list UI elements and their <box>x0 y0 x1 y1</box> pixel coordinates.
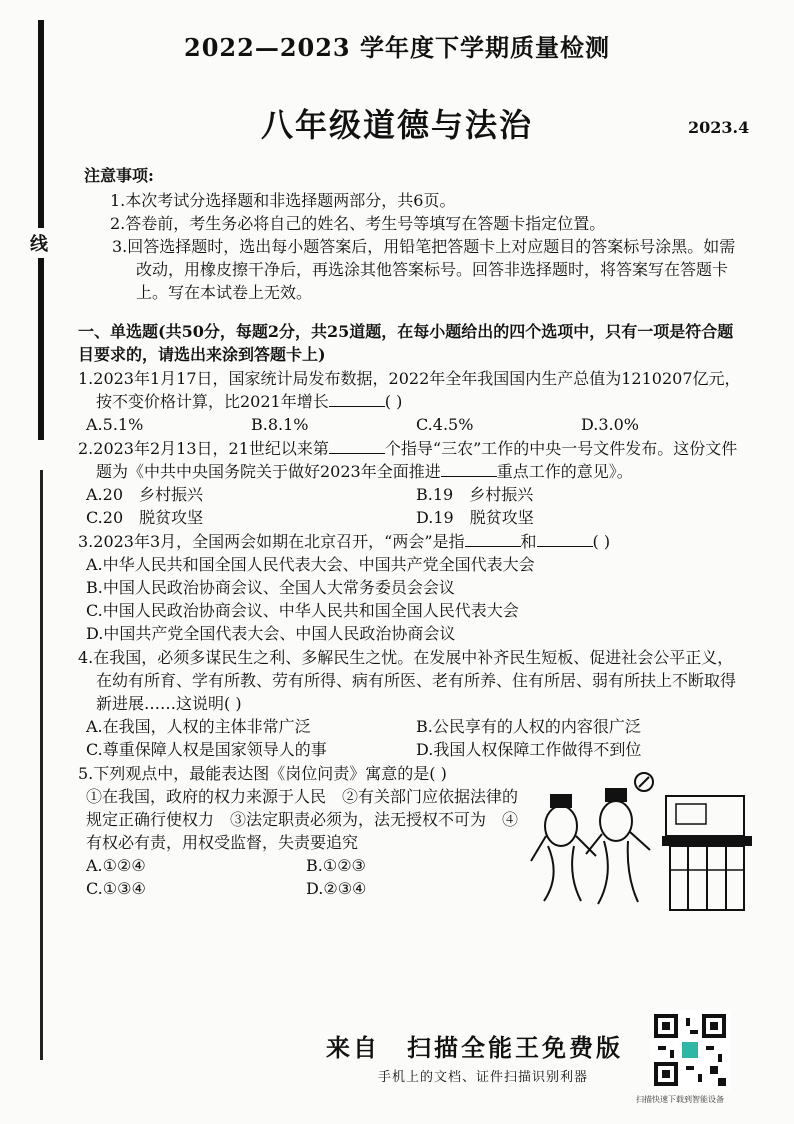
exam-content <box>78 164 746 900</box>
section-title: 一、单选题(共50分，每题2分，共25道题，在每小题给出的四个选项中，只有一项是符合题目要求的，请选出来涂到答题卡上) <box>78 322 734 364</box>
option: B.①②③ <box>306 856 366 875</box>
answer-blank <box>465 532 521 547</box>
option: D.19 脱贫攻坚 <box>416 508 534 527</box>
question-stem: 重点工作的意见》。 <box>496 462 633 481</box>
question-statements: ①在我国，政府的权力来源于人民 ②有关部门应依据法律的规定正确行使权力 ③法定职责必须为，法无授权不可为 ④有权必有责，用权受监督，失责要追究 <box>86 787 519 852</box>
answer-blank <box>441 462 497 477</box>
option: D.我国人权保障工作做得不到位 <box>416 740 642 759</box>
answer-blank <box>329 439 385 454</box>
qr-code-icon[interactable] <box>650 1010 730 1090</box>
option: B.8.1% <box>251 415 309 434</box>
option: A.①②④ <box>86 856 146 875</box>
question-4: 4.在我国，必须多谋民生之利、多解民生之忧。在发展中补齐民生短板、促进社会公平正义，在幼有所育、学有所教、劳有所得、病有所医、老有所养、住有所居、弱有所扶上不断取得新进展……这说明( ) <box>78 648 737 713</box>
option: C.20 脱贫攻坚 <box>86 508 204 527</box>
exam-date: 2023.4 <box>688 118 750 137</box>
binding-line-lower <box>40 470 43 1060</box>
option: B.公民享有的人权的内容很广泛 <box>416 717 641 736</box>
question-stem: 个指导“三农”工作的中央一号文件发布。这份文件题为《中共中央国务院关于做好2023年全面推进 <box>96 439 738 481</box>
option: A.在我国，人权的主体非常广泛 <box>86 717 311 736</box>
question-2 <box>78 437 746 483</box>
options-grid <box>78 715 746 761</box>
answer-blank <box>329 392 385 407</box>
option: A.20 乡村振兴 <box>86 485 204 504</box>
notice-item: 1.本次考试分选择题和非选择题两部分，共6页。 <box>110 191 456 210</box>
notice-item: 3.回答选择题时，选出每小题答案后，用铅笔把答题卡上对应题目的答案标号涂黑。如需改动，用橡皮擦干净后，再选涂其他答案标号。回答非选择题时，将答案写在答题卡上。写在本试卷上无效。 <box>112 237 736 302</box>
question-3 <box>78 530 746 553</box>
option: C.①③④ <box>86 879 146 898</box>
question-stem: 1.2023年1月17日，国家统计局发布数据，2022年全年我国国内生产总值为1210207亿元，按不变价格计算，比2021年增长 <box>78 369 741 411</box>
option: C.尊重保障人权是国家领导人的事 <box>86 740 327 759</box>
option: A.5.1% <box>86 415 144 434</box>
option: B.中国人民政治协商会议、全国人大常务委员会会议 <box>86 578 455 597</box>
option: D.中国共产党全国代表大会、中国人民政治协商会议 <box>86 624 456 643</box>
scanner-tagline: 手机上的文档、证件扫描识别利器 <box>378 1070 589 1085</box>
answer-blank <box>537 532 593 547</box>
notice-heading: 注意事项: <box>84 166 154 185</box>
question-5: 5.下列观点中，最能表达图《岗位问责》寓意的是( ) <box>78 764 447 783</box>
binding-mark: 线 <box>30 228 48 258</box>
cartoon-illustration <box>526 766 756 916</box>
scanner-brand: 来自 扫描全能王免费版 <box>326 1033 623 1062</box>
option: D.3.0% <box>581 415 639 434</box>
options-list <box>78 553 746 645</box>
question-1 <box>78 367 746 413</box>
question-stem: 3.2023年3月，全国两会如期在北京召开，“两会”是指 <box>78 532 465 551</box>
subject-title: 八年级道德与法治 <box>260 106 533 144</box>
option: C.中国人民政治协商会议、中华人民共和国全国人民代表大会 <box>86 601 519 620</box>
option: A.中华人民共和国全国人民代表大会、中国共产党全国代表大会 <box>86 555 535 574</box>
option: C.4.5% <box>416 415 474 434</box>
question-5-block <box>78 762 746 900</box>
exam-title: 2022—2023 学年度下学期质量检测 <box>184 33 610 62</box>
options-row <box>78 413 746 436</box>
question-bracket: ( ) <box>592 532 611 551</box>
question-stem: 2.2023年2月13日，21世纪以来第 <box>78 439 329 458</box>
option: B.19 乡村振兴 <box>416 485 534 504</box>
qr-caption: 扫描快速下载到智能设备 <box>636 1095 724 1104</box>
option: D.②③④ <box>306 879 367 898</box>
options-grid <box>78 854 526 900</box>
question-bracket: ( ) <box>384 392 403 411</box>
question-stem: 和 <box>520 532 537 551</box>
options-grid <box>78 483 746 529</box>
notice-item: 2.答卷前，考生务必将自己的姓名、考生号等填写在答题卡指定位置。 <box>110 214 606 233</box>
